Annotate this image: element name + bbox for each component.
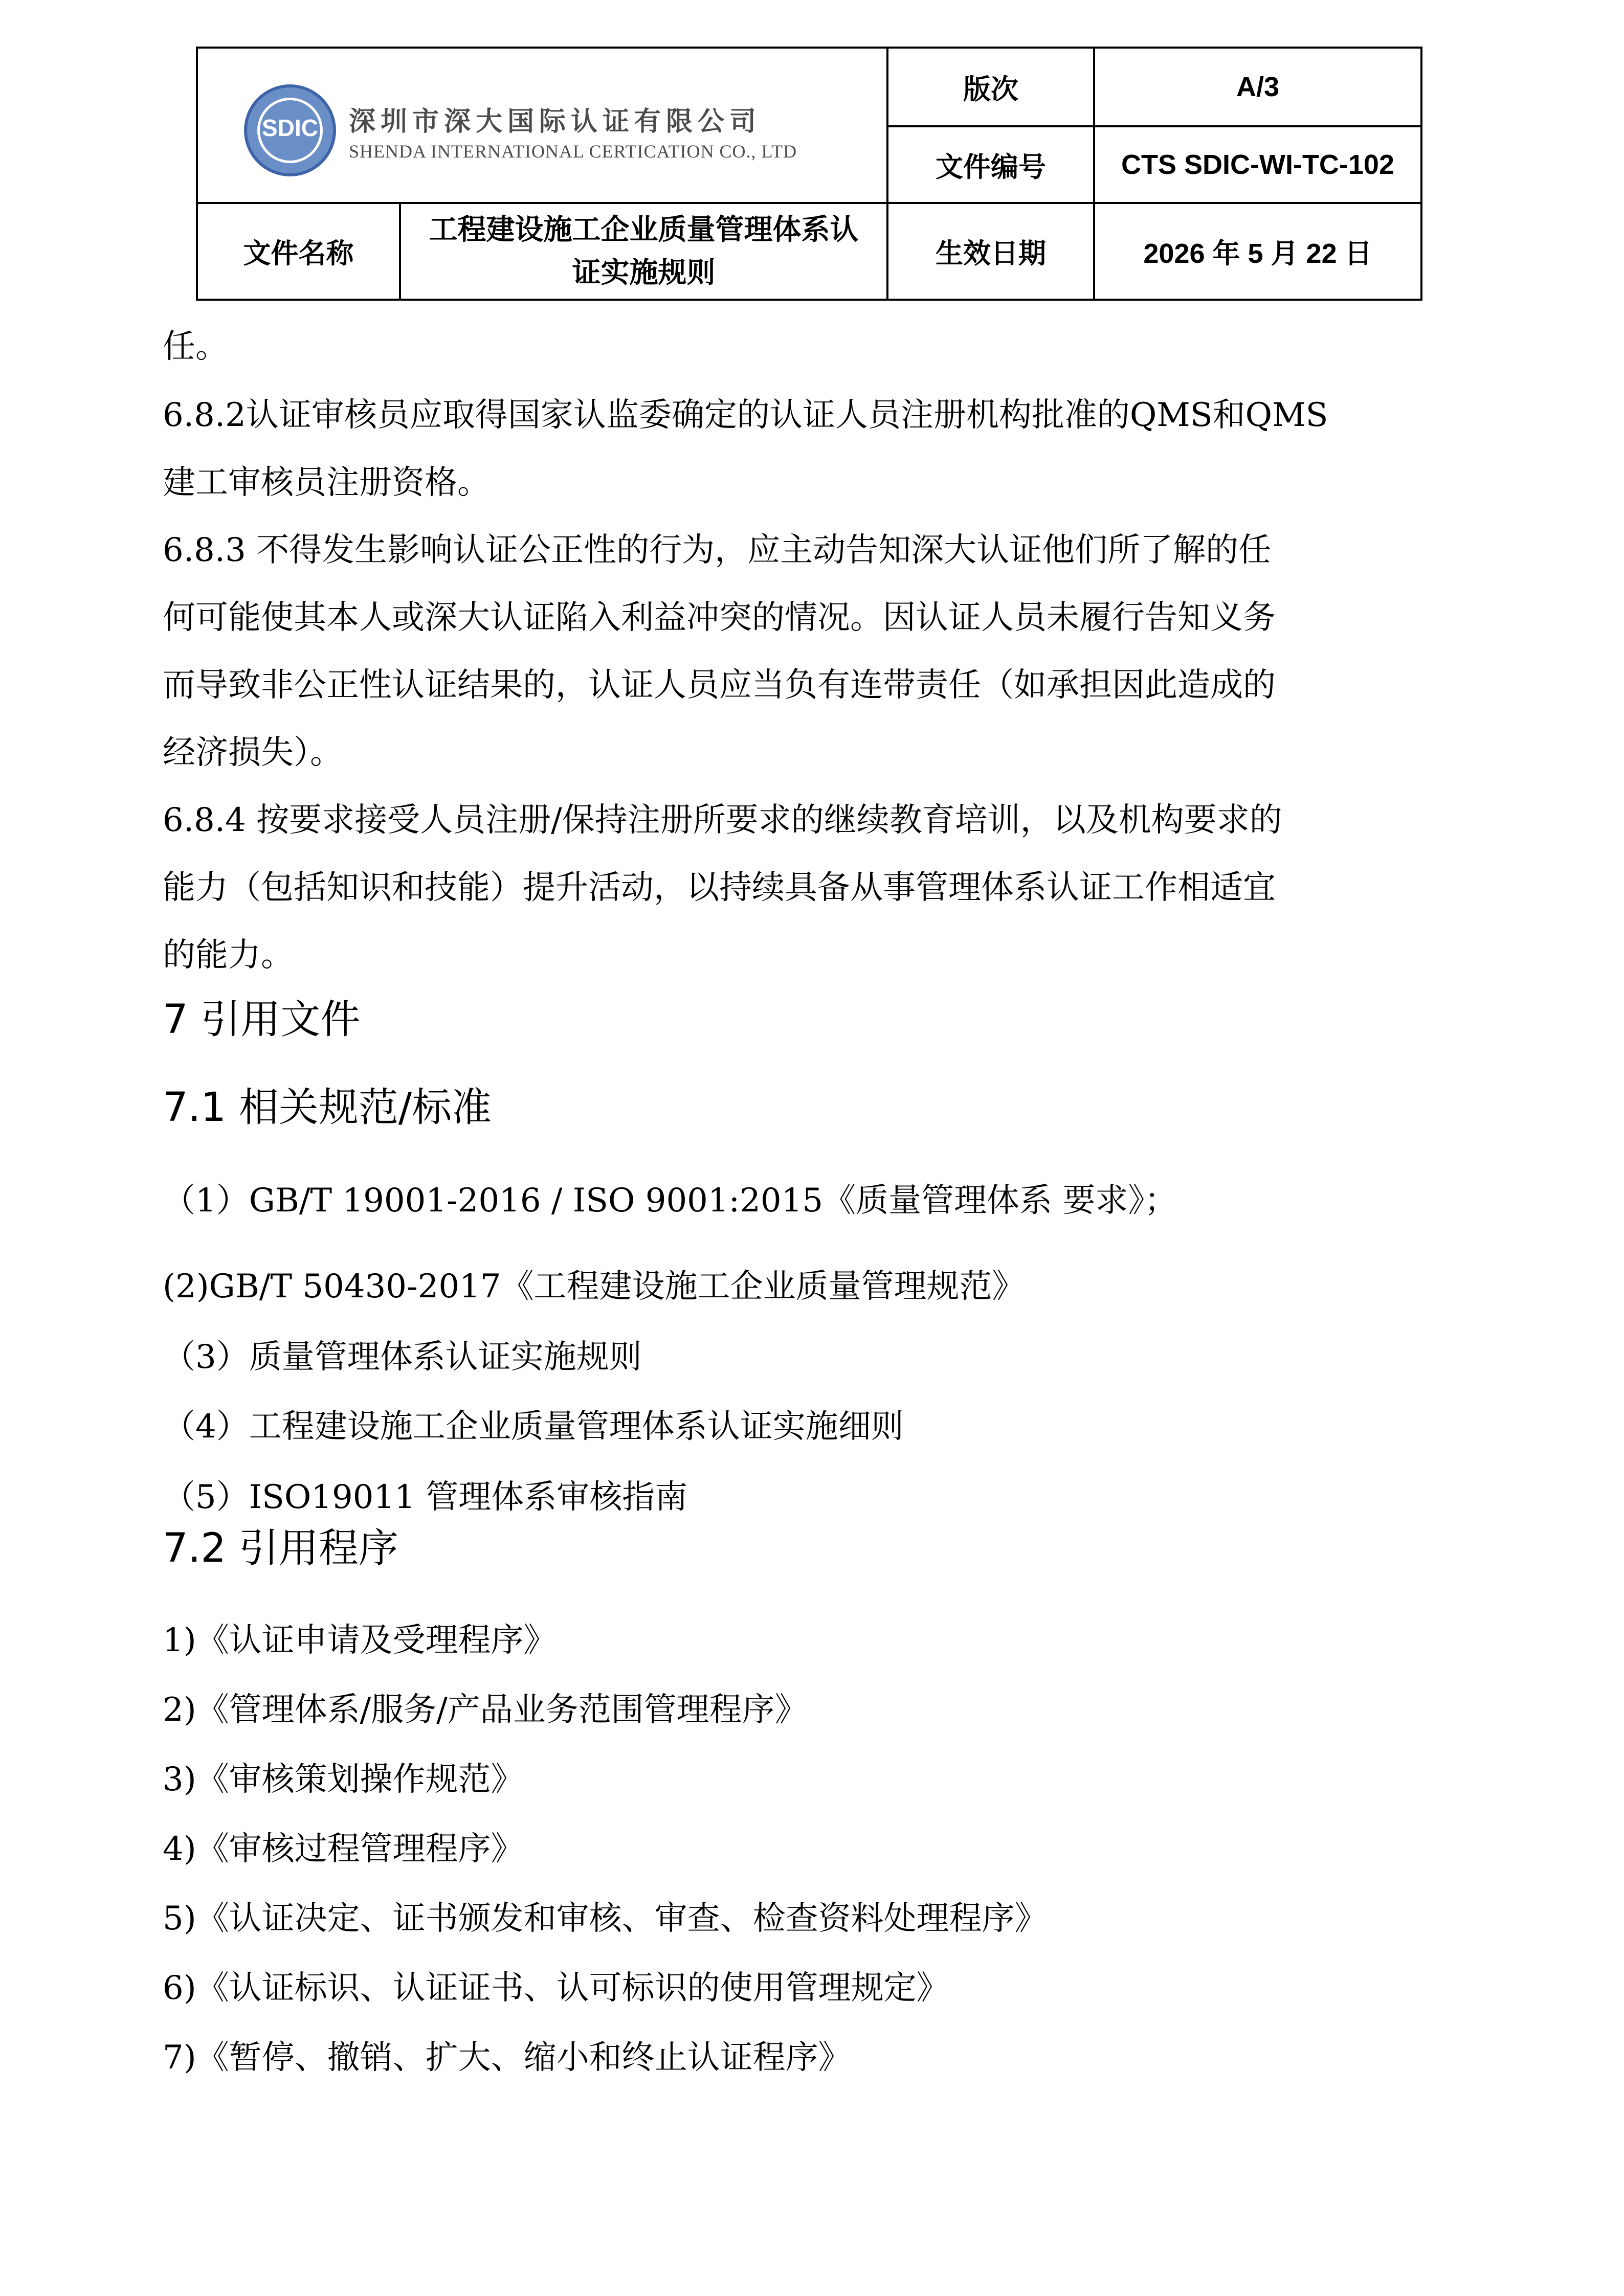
company-name-cn: 深圳市深大国际认证有限公司 <box>349 106 762 137</box>
company-logo <box>229 79 842 182</box>
sdic-logo-icon <box>244 84 336 176</box>
paragraph-line: 能力（包括知识和技能）提升活动，以持续具备从事管理体系认证工作相适宜 <box>163 869 1276 907</box>
procedure-item: 3)《审核策划操作规范》 <box>163 1761 524 1798</box>
effective-date-label: 生效日期 <box>936 237 1046 269</box>
paragraph-line: 何可能使其本人或深大认证陷入利益冲突的情况。因认证人员未履行告知义务 <box>163 599 1276 637</box>
paragraph-line: 的能力。 <box>163 936 294 974</box>
paragraph-line: 经济损失）。 <box>163 734 343 772</box>
procedure-item: 7)《暂停、撤销、扩大、缩小和终止认证程序》 <box>163 2039 851 2077</box>
company-name-en: SHENDA INTERNATIONAL CERTICATION CO., LTD <box>349 141 797 162</box>
doc-name-line1: 工程建设施工企业质量管理体系认 <box>429 213 859 246</box>
doc-name-value <box>401 204 886 299</box>
document-header-table <box>196 47 1422 301</box>
paragraph-line: 建工审核员注册资格。 <box>163 464 490 502</box>
procedure-item: 2)《管理体系/服务/产品业务范围管理程序》 <box>163 1691 808 1729</box>
paragraph-line: 6.8.3 不得发生影响认证公正性的行为，应主动告知深大认证他们所了解的任 <box>163 531 1272 569</box>
standard-item: （1）GB/T 19001-2016 / ISO 9001:2015《质量管理体系 要求》； <box>163 1182 1177 1220</box>
version-label: 版次 <box>963 73 1018 105</box>
paragraph-line: 6.8.2认证审核员应取得国家认监委确定的认证人员注册机构批准的QMS和QMS <box>163 396 1328 434</box>
paragraph-line: 6.8.4 按要求接受人员注册/保持注册所要求的继续教育培训，以及机构要求的 <box>163 801 1282 839</box>
doc-name-line2: 证实施规则 <box>572 256 716 289</box>
procedure-item: 5)《认证决定、证书颁发和审核、审查、检查资料处理程序》 <box>163 1900 1048 1938</box>
procedure-item: 4)《审核过程管理程序》 <box>163 1830 524 1868</box>
section-heading-7-1: 7.1 相关规范/标准 <box>163 1085 492 1131</box>
standard-item: （5）ISO19011 管理体系审核指南 <box>163 1478 688 1516</box>
logo-text: SDIC <box>262 115 318 141</box>
doc-no-label: 文件编号 <box>936 150 1046 183</box>
version-value: A/3 <box>1236 72 1280 102</box>
paragraph-line: 而导致非公正性认证结果的，认证人员应当负有连带责任（如承担因此造成的 <box>163 666 1276 704</box>
standard-item: （3）质量管理体系认证实施规则 <box>163 1338 642 1376</box>
standard-item: (2)GB/T 50430-2017《工程建设施工企业质量管理规范》 <box>163 1268 1025 1305</box>
paragraph-line: 任。 <box>163 328 228 366</box>
effective-date-value: 2026 年 5 月 22 日 <box>1143 238 1372 269</box>
procedure-item: 1)《认证申请及受理程序》 <box>163 1622 557 1659</box>
procedure-item: 6)《认证标识、认证证书、认可标识的使用管理规定》 <box>163 1969 949 2007</box>
section-heading-7-2: 7.2 引用程序 <box>163 1525 398 1571</box>
standard-item: （4）工程建设施工企业质量管理体系认证实施细则 <box>163 1408 904 1446</box>
doc-name-label: 文件名称 <box>243 237 354 269</box>
doc-no-value: CTS SDIC-WI-TC-102 <box>1121 149 1394 180</box>
section-heading-7: 7 引用文件 <box>163 997 361 1043</box>
